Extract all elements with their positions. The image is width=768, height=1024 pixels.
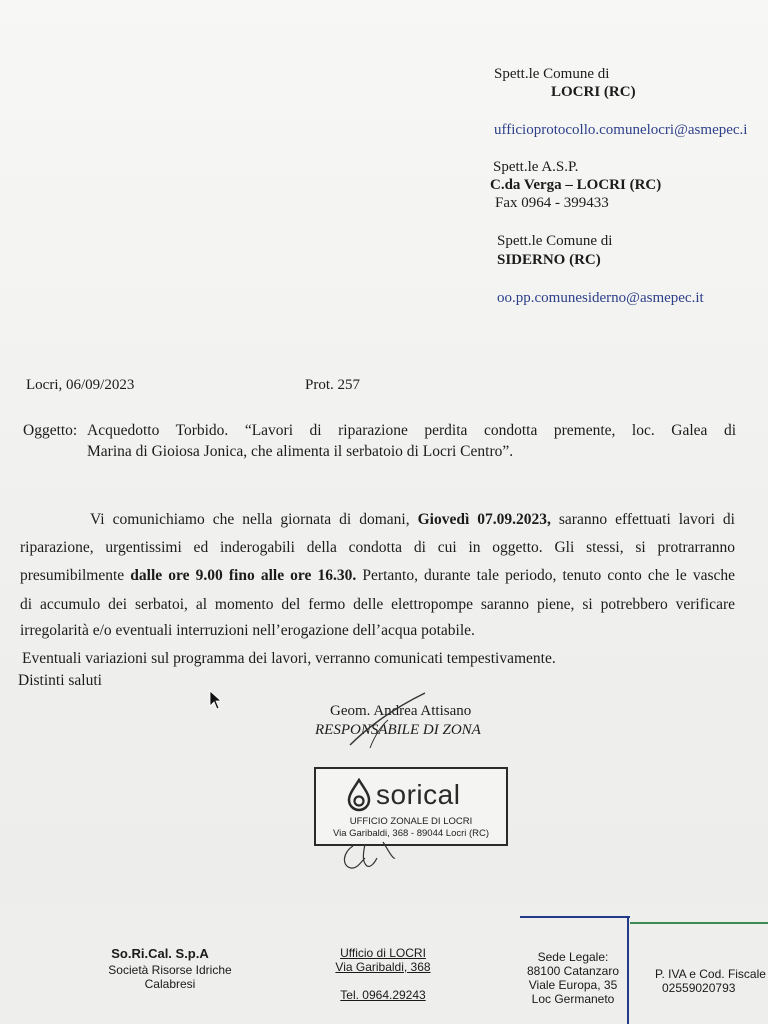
body-line-5: irregolarità e/o eventuali interruzioni nell’erogazione dell’acqua potabile. [20,622,475,639]
signer-role: RESPONSABILE DI ZONA [315,722,481,738]
body-line-3 [20,563,735,588]
body-line-4: di accumulo dei serbatoi, al momento del fermo delle elettropompe saranno piene, si potrebbero verificare [20,596,735,613]
body-text: Pertanto, durante tale periodo, tenuto conto che le vasche [356,567,736,584]
recipient-3-name: SIDERNO (RC) [497,252,601,268]
company-stamp [314,767,508,846]
recipient-3-email: oo.pp.comunesiderno@asmepec.it [497,290,704,306]
body-date-bold: Giovedì 07.09.2023, [417,511,551,528]
recipient-2-name: C.da Verga – LOCRI (RC) [490,177,662,193]
signer-name: Geom. Andrea Attisano [330,703,472,719]
recipient-1-email: ufficioprotocollo.comunelocri@asmepec.i [494,122,748,138]
body-line-1 [20,507,735,532]
recipient-3-prefix: Spett.le Comune di [497,233,613,249]
initials-scribble-icon [335,838,415,874]
stamp-brand: sorical [376,779,461,810]
water-drop-logo-icon [346,778,372,812]
footer-company-desc-1: Società Risorse Idriche [108,963,232,977]
body-text: saranno effettuati lavori di [550,511,735,528]
footer-legal-line-3: Loc Germaneto [531,992,615,1006]
closing-salutation: Distinti saluti [18,672,102,689]
body-line-2: riparazione, urgentissimi ed inderogabili della condotta di cui in oggetto. Gli stessi, si protrarranno [20,539,735,556]
subject-label: Oggetto: [23,422,78,439]
place-date: Locri, 06/09/2023 [26,377,135,393]
stamp-address: Via Garibaldi, 368 - 89044 Locri (RC) [332,828,490,839]
recipient-1-prefix: Spett.le Comune di [494,66,610,82]
footer-vat-number: 02559020793 [662,981,736,995]
footer-blue-rule [520,916,630,918]
recipient-2-prefix: Spett.le A.S.P. [493,159,579,175]
footer-legal-title: Sede Legale: [537,950,609,964]
footer-office-title: Ufficio di LOCRI [340,946,426,960]
body-hours-bold: dalle ore 9.00 fino alle ore 16.30. [130,567,357,584]
footer-legal-line-1: 88100 Catanzaro [526,964,620,978]
footer-company: So.Ri.Cal. S.p.A [111,946,209,961]
mouse-pointer-icon [209,690,223,710]
body-text: presumibilmente [20,567,131,584]
protocol-number: Prot. 257 [305,377,361,393]
subject-line-1: Acquedotto Torbido. “Lavori di riparazione perdita condotta premente, loc. Galea di [87,422,736,439]
stamp-logo [346,775,460,815]
footer-office-tel: Tel. 0964.29243 [340,988,426,1002]
signature-stroke-icon [340,690,440,750]
recipient-1-name: LOCRI (RC) [551,84,636,100]
footer-legal-line-2: Viale Europa, 35 [528,978,618,992]
recipient-2-fax: Fax 0964 - 399433 [495,195,609,211]
footer-green-rule [630,922,768,924]
subject-line-2: Marina di Gioiosa Jonica, che alimenta il serbatoio di Locri Centro”. [87,443,514,460]
footer-vat-label: P. IVA e Cod. Fiscale [655,967,766,981]
body-line-6: Eventuali variazioni sul programma dei lavori, verranno comunicati tempestivamente. [22,650,556,667]
stamp-office: UFFICIO ZONALE DI LOCRI [349,816,473,827]
footer-company-desc-2: Calabresi [144,977,196,991]
body-text: Vi comunichiamo che nella giornata di domani, [90,511,418,528]
footer-office-address: Via Garibaldi, 368 [335,960,431,974]
